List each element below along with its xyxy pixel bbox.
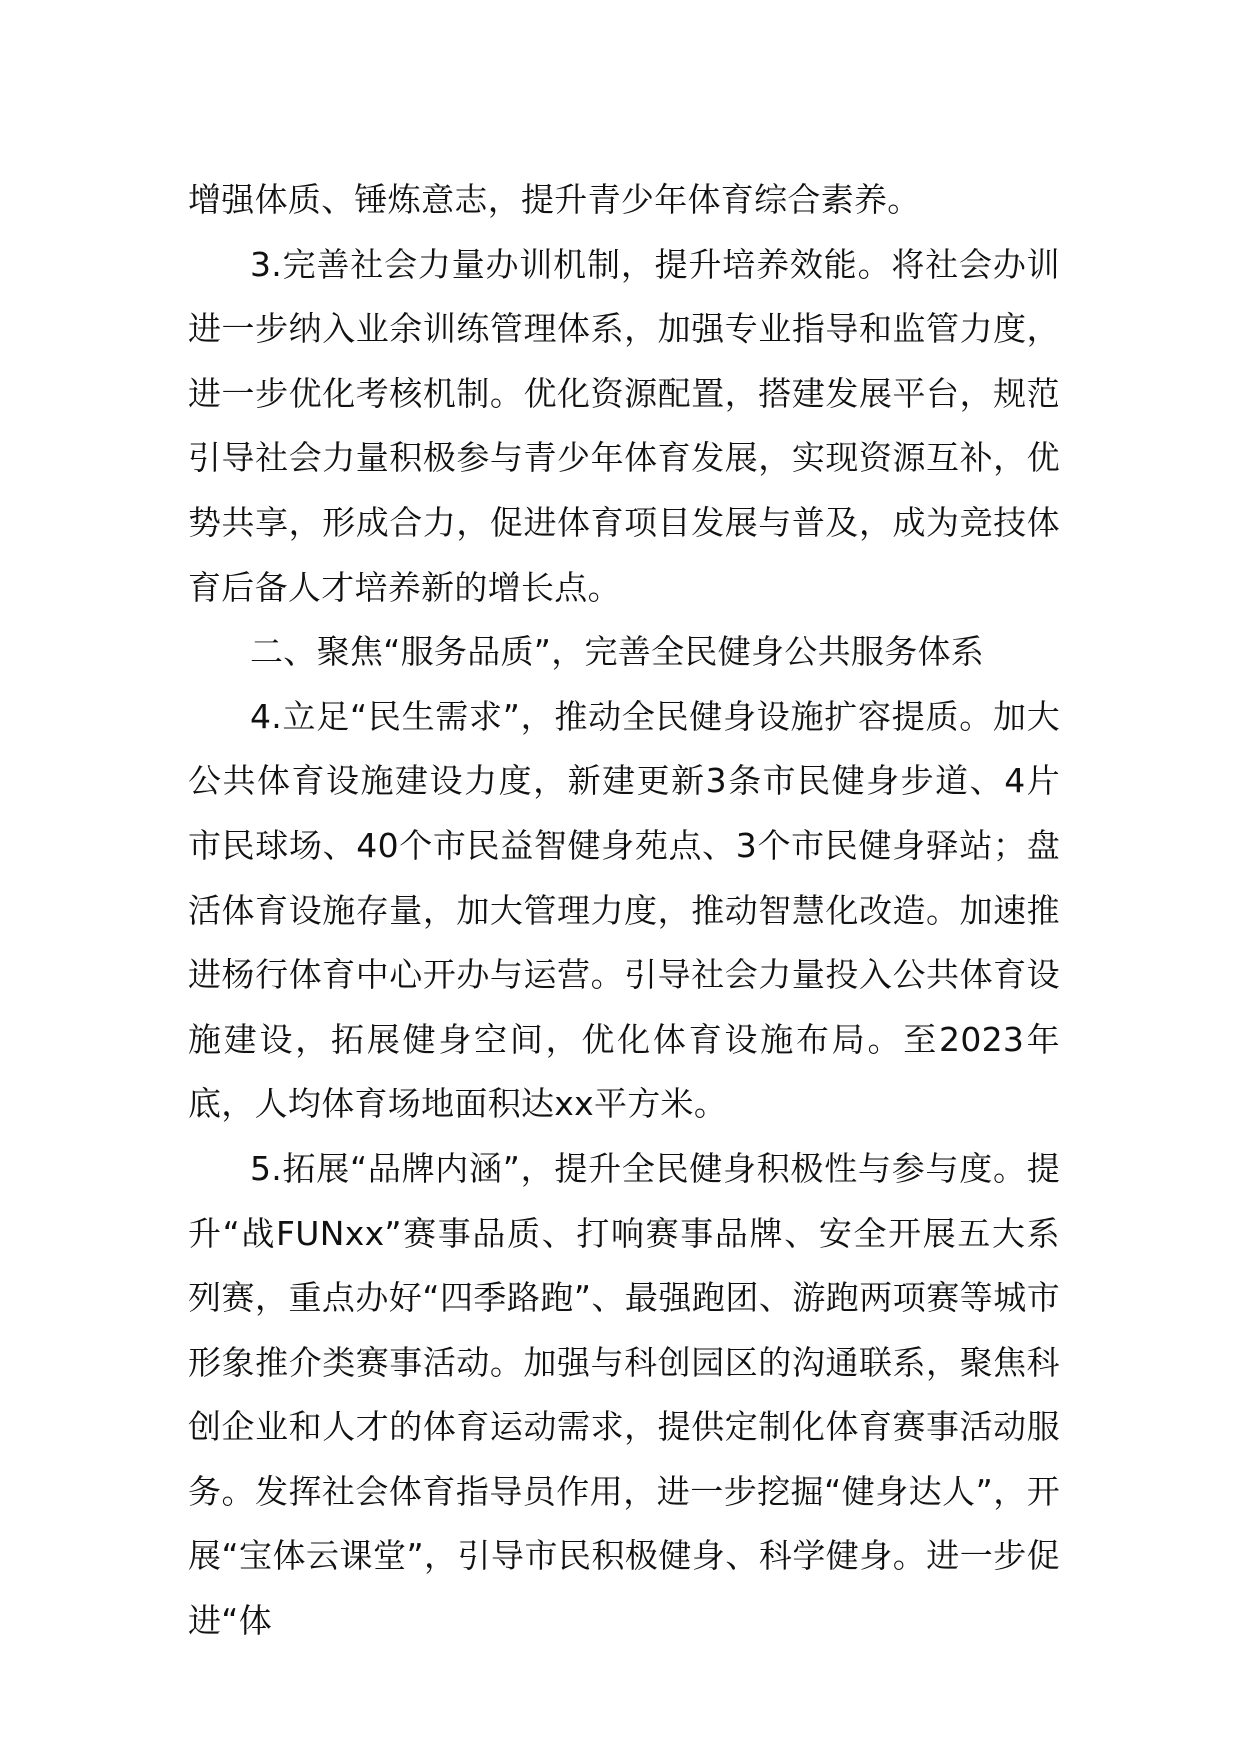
- paragraph-1: 增强体质、锤炼意志，提升青少年体育综合素养。: [188, 180, 921, 219]
- paragraph-4: 4.立足“民生需求”，推动全民健身设施扩容提质。加大公共体育设施建设力度，新建更新3条市民健身步道、4片市民球场、40个市民益智健身苑点、3个市民健身驿站；盘活体育设施存量，加大管理力度，推动智慧化改造。加速推进杨行体育中心开办与运营。引导社会力量投入公共体育设施建设，拓展健身空间，优化体育设施布局。至2023年底，人均体育场地面积达xx平方米。: [188, 696, 1060, 1124]
- section-heading: 二、聚焦“服务品质”，完善全民健身公共服务体系: [250, 632, 985, 672]
- paragraph-2: 3.完善社会力量办训机制，提升培养效能。将社会办训进一步纳入业余训练管理体系，加强专业指导和监管力度，进一步优化考核机制。优化资源配置，搭建发展平台，规范引导社会力量积极参与青少年体育发展，实现资源互补，优势共享，形成合力，促进体育项目发展与普及，成为竞技体育后备人才培养新的增长点。: [188, 244, 1060, 607]
- document-body: [188, 168, 1060, 1654]
- paragraph-5: 5.拓展“品牌内涵”，提升全民健身积极性与参与度。提升“战FUNxx”赛事品质、打响赛事品牌、安全开展五大系列赛，重点办好“四季路跑”、最强跑团、游跑两项赛等城市形象推介类赛事活动。加强与科创园区的沟通联系，聚焦科创企业和人才的体育运动需求，提供定制化体育赛事活动服务。发挥社会体育指导员作用，进一步挖掘“健身达人”，开展“宝体云课堂”，引导市民积极健身、科学健身。进一步促进“体: [188, 1148, 1060, 1641]
